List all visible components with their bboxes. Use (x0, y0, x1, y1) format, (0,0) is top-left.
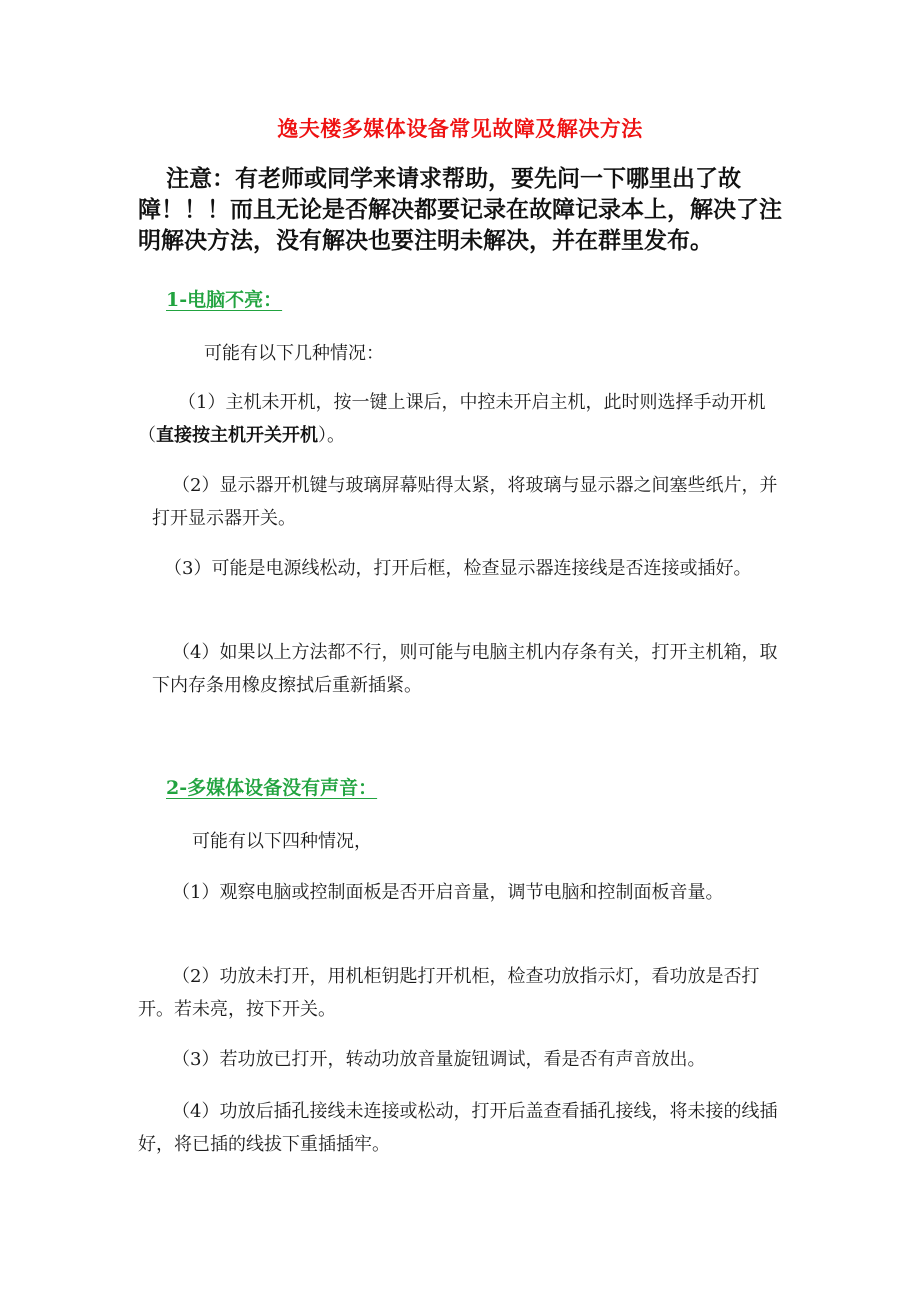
list-item: （4）功放后插孔接线未连接或松动，打开后盖查看插孔接线，将未接的线插好，将已插的线拔下重插插牢。 (138, 1101, 778, 1155)
list-item: （3）可能是电源线松动，打开后框，检查显示器连接线是否连接或插好。 (164, 558, 752, 579)
section-heading-computer-no-display: 1-电脑不亮： (166, 289, 283, 311)
list-item: （3）若功放已打开，转动功放音量旋钮调试，看是否有声音放出。 (172, 1049, 706, 1070)
item-emphasis: 直接按主机开关开机 (156, 425, 318, 446)
document-title: 逸夫楼多媒体设备常见故障及解决方法 (277, 116, 643, 141)
list-item (138, 386, 788, 452)
list-item: （2）功放未打开，用机柜钥匙打开机柜，检查功放指示灯，看功放是否打开。若未亮，按下开关。 (138, 966, 760, 1020)
item-tail: ）。 (318, 425, 345, 446)
list-item: （1）观察电脑或控制面板是否开启音量，调节电脑和控制面板音量。 (172, 882, 724, 903)
list-item: （4）如果以上方法都不行，则可能与电脑主机内存条有关，打开主机箱，取下内存条用橡皮擦拭后重新插紧。 (152, 642, 778, 696)
notice-paragraph: 注意：有老师或同学来请求帮助，要先问一下哪里出了故障！！！而且无论是否解决都要记录在故障记录本上，解决了注明解决方法，没有解决也要注明未解决，并在群里发布。 (138, 165, 782, 254)
item-text: （1）主机未开机，按一键上课后，中控未开启主机，此时则选择手动开机（ (138, 392, 766, 446)
section-intro: 可能有以下四种情况， (192, 831, 372, 852)
section-heading-no-sound: 2-多媒体设备没有声音： (166, 777, 378, 799)
list-item: （2）显示器开机键与玻璃屏幕贴得太紧，将玻璃与显示器之间塞些纸片，并打开显示器开关。 (152, 475, 778, 529)
section-intro: 可能有以下几种情况： (204, 343, 384, 364)
